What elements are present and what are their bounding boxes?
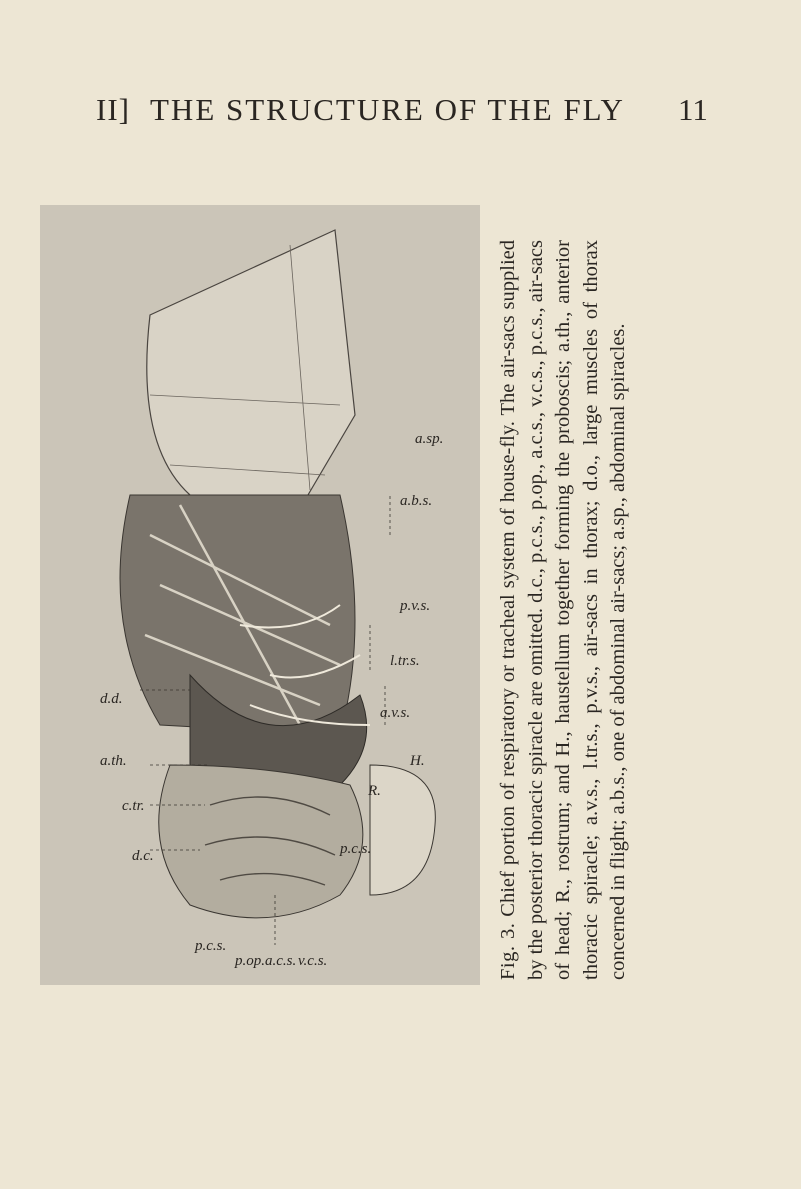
- label-ltrs: l.tr.s.: [390, 653, 420, 669]
- running-header: [0, 92, 801, 136]
- label-ath: a.th.: [100, 753, 127, 769]
- label-asp: a.sp.: [415, 431, 444, 447]
- label-vcs: v.c.s.: [298, 953, 328, 969]
- page-number: 11: [678, 92, 708, 127]
- label-dc: d.c.: [132, 848, 154, 864]
- label-ctr: c.tr.: [122, 798, 145, 814]
- label-pvs: p.v.s.: [400, 598, 431, 614]
- label-H: H.: [410, 753, 425, 769]
- figure-caption-region: [495, 240, 765, 980]
- section-number: II]: [96, 92, 130, 127]
- running-title: THE STRUCTURE OF THE FLY: [150, 92, 625, 127]
- label-pcs-left: p.c.s.: [195, 938, 227, 954]
- figure-caption: [495, 240, 765, 980]
- fly-tracheal-system-figure: [40, 205, 480, 985]
- label-acs: a.c.s.: [265, 953, 297, 969]
- thorax-abdomen-body: [120, 495, 355, 735]
- fly-illustration: [40, 205, 480, 985]
- label-R: R.: [368, 783, 381, 799]
- label-pop: p.op.: [235, 953, 265, 969]
- caption-paragraph: [495, 240, 633, 980]
- caption-text: Chief portion of respiratory or tracheal system of house-fly. The air-sacs supplied by the posterior thoracic spiracle are omitted. d.c., p.c.s., p.op., a.c.s., v.c.s., p.c.s., air-sacs of head; R., rostrum; and H., haustellum together forming the proboscis; a.th., anterior thoracic spiracle; a.v.s., l.tr.s., p.v.s., air-sacs in thorax; d.o., large muscles of thorax concerned in flight; a.b.s., one of abdominal air-sacs; a.sp., abdominal spiracles.: [497, 240, 630, 980]
- caption-figure-number: Fig. 3.: [497, 922, 519, 980]
- label-pcs-mid: p.c.s.: [340, 841, 372, 857]
- label-abs: a.b.s.: [400, 493, 433, 509]
- head-region: [159, 765, 363, 918]
- label-dd: d.d.: [100, 691, 123, 707]
- label-avs: a.v.s.: [380, 705, 411, 721]
